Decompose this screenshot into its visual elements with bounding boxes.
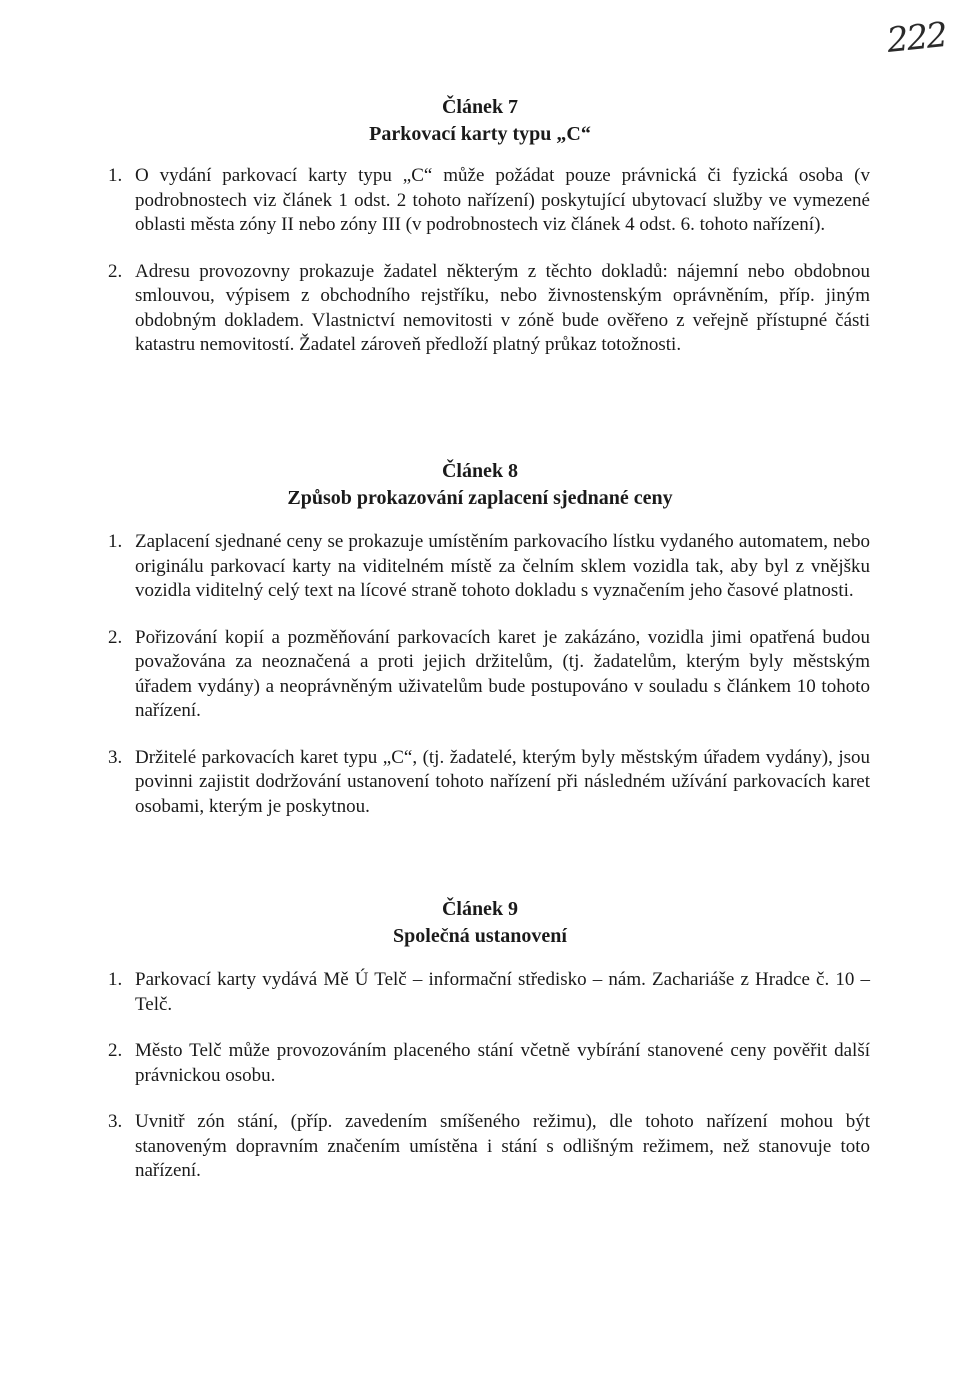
clause [0, 530, 960, 604]
clause [0, 1039, 960, 1088]
clause-number: 1. [108, 969, 123, 990]
clause-number: 3. [108, 746, 123, 768]
handwritten-page-number: 222 [885, 15, 948, 61]
clause-number: 2. [108, 1040, 123, 1061]
article-9 [0, 896, 960, 1184]
article-heading: Článek 9 [441, 898, 519, 920]
clause-text: Pořizování kopií a pozměňování parkovacích karet je zakázáno, vozidla jimi opatřená budou považována za neoznačená a proti jejich držitelům, (tj. žadatelům, kterým byly městským úřadem vydány) a neoprávněným uživatelům bude postupováno v souladu s článkem 10 tohoto nařízení. [135, 626, 870, 721]
clause [0, 260, 960, 358]
article-title: Způsob prokazování zaplacení sjednané ceny [287, 487, 673, 509]
clause-number: 1. [108, 531, 123, 552]
clause-text: Město Telč může provozováním placeného stání včetně vybírání stanovené ceny pověřit další právnickou osobu. [135, 1040, 870, 1086]
article-heading: Článek 7 [441, 96, 519, 118]
clause [0, 1110, 960, 1184]
clause-text: Uvnitř zón stání, (příp. zavedením smíšeného režimu), dle tohoto nařízení mohou být stanoveným dopravním značením umístěna i stání s odlišným režimem, než stanovuje toto nařízení. [135, 1111, 870, 1181]
article-7 [0, 94, 960, 358]
article-title: Parkovací karty typu „C“ [369, 123, 591, 145]
clause-number: 1. [108, 165, 123, 186]
clause [0, 626, 960, 724]
clause-text: O vydání parkovací karty typu „C“ může požádat pouze právnická či fyzická osoba (v podrobnostech viz článek 1 odst. 2 tohoto nařízení) poskytující ubytovací služby ve vymezené oblasti města zóny II nebo zóny III (v podrobnostech viz článek 4 odst. 6. tohoto nařízení). [135, 165, 870, 235]
article-heading: Článek 8 [441, 460, 519, 482]
clause-text: Adresu provozovny prokazuje žadatel některým z těchto dokladů: nájemní nebo obdobnou smlouvou, výpisem z obchodního rejstříku, nebo živnostenským oprávněním, příp. jiným obdobným dokladem. Vlastnictví nemovitosti v zóně bude ověřeno z veřejně přístupné části katastru nemovitostí. Žadatel zároveň předloží platný průkaz totožnosti. [135, 260, 870, 355]
clause-number: 2. [108, 260, 123, 282]
clause [0, 164, 960, 238]
clause-text: Držitelé parkovacích karet typu „C“, (tj. žadatelé, kterým byly městským úřadem vydány), jsou povinni zajistit dodržování ustanovení tohoto nařízení při následném užívání parkovacích karet osobami, kterým je poskytnou. [135, 746, 870, 817]
article-8 [0, 458, 960, 819]
clause [0, 746, 960, 820]
clause-text: Zaplacení sjednané ceny se prokazuje umístěním parkovacího lístku vydaného automatem, nebo originálu parkovací karty na viditelném místě za čelním sklem vozidla tak, aby byl z vnějšku vozidla viditelný celý text na lícové straně tohoto dokladu s vyznačením jeho časové platnosti. [135, 531, 870, 601]
clause-number: 3. [108, 1111, 123, 1132]
clause-number: 2. [108, 626, 123, 648]
article-title: Společná ustanovení [393, 925, 567, 947]
clause-text: Parkovací karty vydává Mě Ú Telč – informační středisko – nám. Zachariáše z Hradce č. 10 – Telč. [135, 969, 870, 1015]
clause [0, 968, 960, 1017]
